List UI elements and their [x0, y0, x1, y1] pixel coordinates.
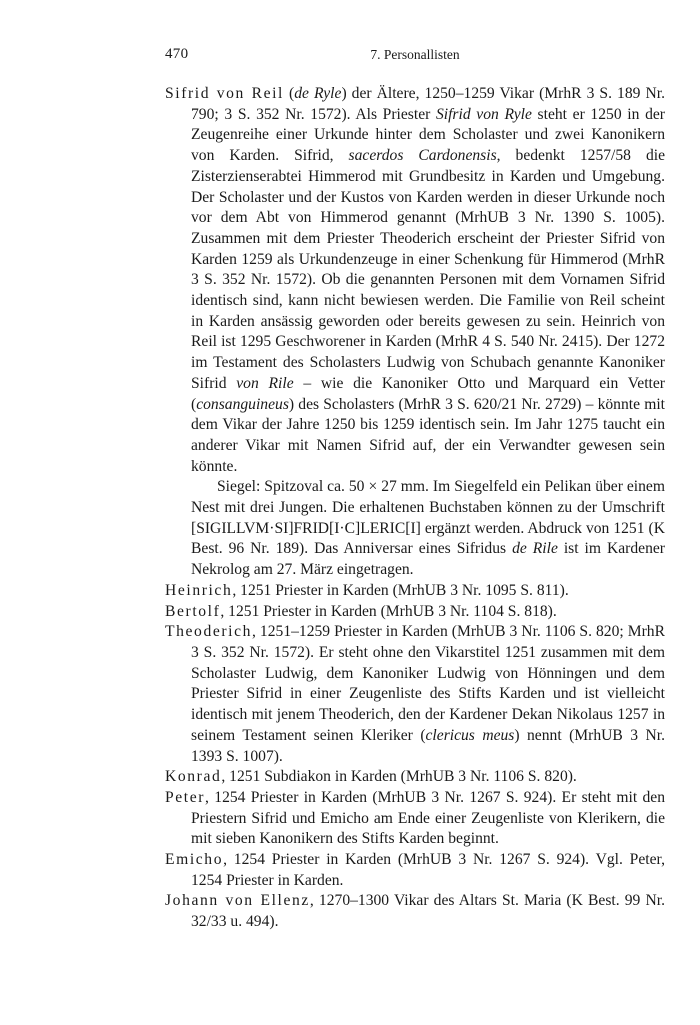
list-entry — [165, 581, 665, 602]
italic-term: de Ryle — [294, 85, 342, 102]
italic-term: clericus meus — [425, 726, 515, 744]
entry-text: , 1254 Priester in Karden (MrhUB 3 Nr. 1267 S. 924). Er steht mit den Priestern Sifrid und Emicho am Ende einer Zeugenliste von Klerikern, die mit sieben Kanonikern des Stifts Karden beginnt. — [191, 788, 665, 848]
entry-text: , 1251–1259 Priester in Karden (MrhUB 3 Nr. 1106 S. 820; MrhR 3 S. 352 Nr. 1572). Er steht ohne den Vikarstitel 1251 zusammen mit dem Scholaster Ludwig, dem Kanoniker Ludwig von Hönningen und dem Priester Sifrid in einer Zeugenliste des Stifts Karden und ist vielleicht identisch mit jenem Theoderich, den der Kardener Dekan Nikolaus 1257 in seinem Testament seinen Kleriker ( — [191, 623, 665, 744]
list-entry — [165, 788, 665, 850]
person-name: Emicho — [165, 851, 224, 869]
italic-term: Sifrid von Ryle — [435, 105, 532, 123]
entry-text: ) des Scholasters (MrhR 3 S. 620/21 Nr. 2729) – könnte mit dem Vikar der Jahre 1250 bis 1259 identisch sein. Im Jahr 1275 taucht ein anderer Vikar mit Namen Sifrid auf, der ein Verwandter gewesen sein könnte. — [191, 395, 665, 475]
list-entry — [165, 602, 665, 623]
person-name: Sifrid von Reil — [165, 85, 284, 102]
list-entry — [165, 891, 665, 932]
personnel-list — [165, 84, 665, 933]
list-entry — [165, 84, 665, 581]
entry-text: ist im Kardener Nekrolog am 27. März eingetragen. — [191, 540, 665, 579]
entry-text: , 1251 Priester in Karden (MrhUB 3 Nr. 1095 S. 811). — [232, 581, 569, 599]
italic-term: sacerdos Cardonensis — [348, 147, 497, 165]
entry-text: , 1270–1300 Vikar des Altars St. Maria (K Best. 99 Nr. 32/33 u. 494). — [191, 892, 665, 931]
entry-text: , bedenkt 1257/58 die Zisterzienserabtei Himmerod mit Grundbesitz in Karden und Umgebung. Der Scholaster und der Kustos von Karden werden in dieser Urkunde noch vor dem Abt von Himmerod genannt (MrhUB 3 Nr. 1390 S. 1005). Zusammen mit dem Priester Theoderich erscheint der Priester Sifrid von Karden 1259 als Urkundenzeuge in einer Schenkung für Himmerod (MrhR 3 S. 352 Nr. 1572). Ob die genannten Personen mit dem Vornamen Sifrid identisch sind, kann nicht bewiesen werden. Die Familie von Reil scheint in Karden ansässig geworden oder bereits gewesen zu sein. Heinrich von Reil ist 1295 Geschworener in Karden (MrhR 4 S. 540 Nr. 2415). Der 1272 im Testament des Scholasters Ludwig von Schubach genannte Kanoniker Sifrid — [191, 147, 665, 392]
italic-term: de Rile — [512, 540, 558, 558]
entry-text: – wie die Kanoniker Otto und Marquard ein Vetter ( — [191, 374, 665, 413]
person-name: Bertolf — [165, 602, 221, 620]
list-entry — [165, 850, 665, 891]
italic-term: consanguineus — [196, 395, 289, 413]
italic-term: von Rile — [236, 374, 294, 392]
entry-text: steht er 1250 in der Zeugenreihe einer Urkunde hinter dem Scholaster und zwei Kanonikern von Karden. Sifrid, — [191, 105, 665, 165]
list-entry — [165, 767, 665, 788]
entry-text: , 1251 Subdiakon in Karden (MrhUB 3 Nr. 1106 S. 820). — [221, 768, 577, 786]
entry-text: ) der Ältere, 1250–1259 Vikar (MrhR 3 S. 189 Nr. 790; 3 S. 352 Nr. 1572). Als Priester — [191, 85, 665, 123]
entry-text: , 1251 Priester in Karden (MrhUB 3 Nr. 1104 S. 818). — [220, 602, 557, 620]
entry-text: ( — [284, 85, 295, 102]
person-name: Konrad — [165, 768, 222, 786]
person-name: Peter — [165, 788, 206, 806]
person-name: Heinrich — [165, 581, 233, 599]
entry-text: , 1254 Priester in Karden (MrhUB 3 Nr. 1267 S. 924). Vgl. Peter, 1254 Priester in Karden. — [191, 851, 665, 889]
entry-text: Siegel: Spitzoval ca. 50 × 27 mm. Im Siegelfeld ein Pelikan über einem Nest mit drei Jungen. Die erhaltenen Buchstaben können zu der Umschrift [SIGILLVM·SI]FRID[I·C]LERIC[I] ergänzt werden. Abdruck von 1251 (K Best. 96 Nr. 189). Das Anniversar eines Sifridus — [191, 478, 665, 558]
page-header — [165, 46, 665, 66]
list-entry — [165, 622, 665, 767]
person-name: Johann von Ellenz — [165, 892, 310, 910]
person-name: Theoderich — [165, 623, 253, 641]
entry-text: ) nennt (MrhUB 3 Nr. 1393 S. 1007). — [191, 726, 665, 765]
seal-paragraph — [191, 477, 665, 581]
page-number: 470 — [165, 46, 189, 62]
running-title: 7. Personallisten — [370, 47, 460, 62]
